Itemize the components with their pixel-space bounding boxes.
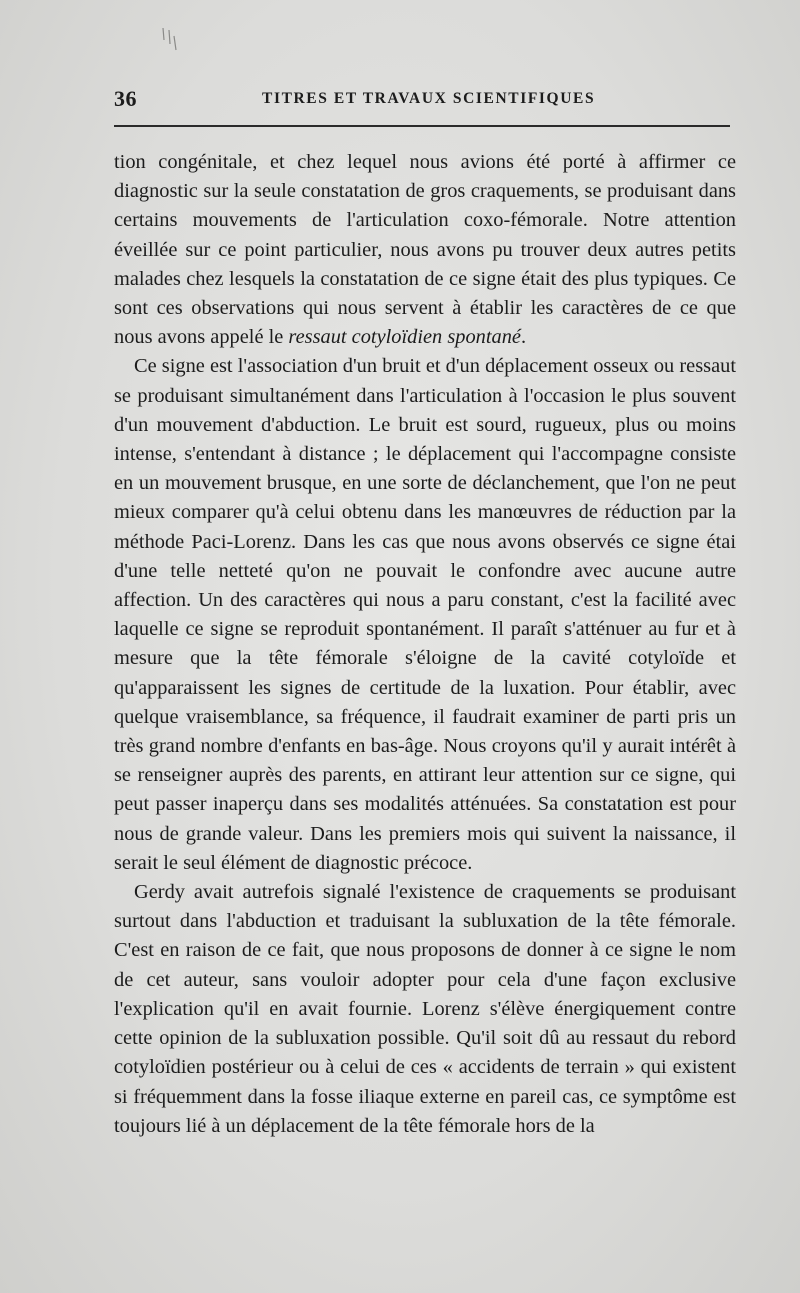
- body-text: [114, 148, 736, 1141]
- paragraph-1-emphasis: ressaut cotyloïdien spontané: [288, 326, 521, 349]
- running-title: TITRES ET TRAVAUX SCIENTIFIQUES: [262, 90, 596, 107]
- paper-speck-marks: [160, 26, 180, 54]
- page-number: 36: [114, 86, 137, 111]
- paragraph-1-end: .: [520, 326, 527, 349]
- paragraph-1: [114, 148, 736, 352]
- paragraph-3: Gerdy avait autrefois signalé l'existence de craquements se produisant surtout dans l'abduction et traduisant la subluxation de la tête fémorale. C'est en raison de ce fait, que nous proposons de donner à ce signe le nom de cet auteur, sans vouloir adopter pour cela d'une façon exclusive l'explication qu'il en avait fournie. Lorenz s'élève énergiquement contre cette opinion de la subluxation possible. Qu'il soit dû au ressaut du rebord cotyloïdien postérieur ou à celui de ces « accidents de terrain » qui existent si fréquemment dans la fosse iliaque externe en pareil cas, ce symptôme est toujours lié à un déplacement de la tête fémorale hors de la: [114, 881, 736, 1137]
- paragraph-2: Ce signe est l'association d'un bruit et d'un déplacement osseux ou ressaut se produisant simultanément dans l'articulation à l'occasion le plus souvent d'un mouvement d'abduction. Le bruit est sourd, rugueux, plus ou moins intense, s'entendant à distance ; le déplacement qui l'accompagne consiste en un mouvement brusque, en une sorte de déclanchement, que l'on ne peut mieux comparer qu'à celui obtenu dans les manœuvres de réduction par la méthode Paci-Lorenz. Dans les cas que nous avons observés ce signe étai d'une telle netteté qu'on ne pouvait le confondre avec aucune autre affection. Un des caractères qui nous a paru constant, c'est la facilité avec laquelle ce signe se reproduit spontanément. Il paraît s'atténuer au fur et à mesure que la tête fémorale s'éloigne de la cavité cotyloïde et qu'apparaissent les signes de certitude de la luxation. Pour établir, avec quelque vraisemblance, sa fréquence, il faudrait examiner de parti pris un très grand nombre d'enfants en bas-âge. Nous croyons qu'il y aurait intérêt à se renseigner auprès des parents, en attirant leur attention sur ce signe, qui peut passer inaperçu dans ses modalités atténuées. Sa constatation est pour nous de grande valeur. Dans les premiers mois qui suivent la naissance, il serait le seul élément de diagnostic précoce.: [114, 355, 736, 874]
- page-header: [114, 86, 730, 112]
- paragraph-1-text: tion congénitale, et chez lequel nous avions été porté à affirmer ce diagnostic sur la seule constatation de gros craquements, se produisant dans certains mouvements de l'articulation coxo-fémorale. Notre attention éveillée sur ce point particulier, nous avons pu trouver deux autres petits malades chez lesquels la constatation de ce signe était des plus typiques. Ce sont ces observations qui nous servent à établir les caractères de ce que nous avons appelé le: [114, 151, 736, 349]
- header-rule: [114, 125, 730, 127]
